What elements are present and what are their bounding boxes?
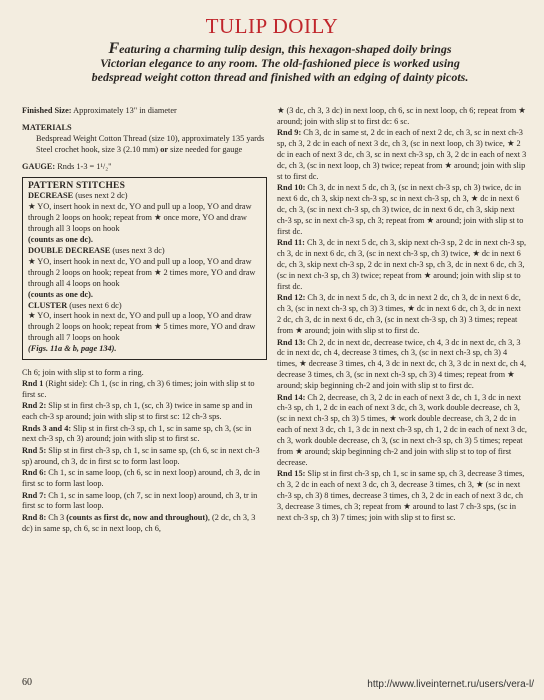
round-label: Rnd 14: [277, 392, 306, 402]
round-label: Rnd 9: [277, 128, 302, 138]
round-text: Slip st in first ch-3 sp, ch 1, sc in same sp, ch 3, decrease 3 times, ch 3, 2 dc in each of next 3 dc, ch 3, decrease 3 times, ch 3, ★ (sc in next ch-3 sp, ch 3) 8 times, decrease 3 times, ch 3, 2 dc in each of next 3 dc, ch 3, decrease 3 times, ch 3; repeat from ★ around to last 7 ch-3 sps, (sc in next ch-3 sp, ch 3) 7 times; join with slip st to first sc. [277, 469, 525, 523]
cluster-title: CLUSTER [28, 300, 68, 310]
decrease-text: ★ YO, insert hook in next dc, YO and pull up a loop, YO and draw through 2 loops on hook; repeat from ★ once more, YO and draw through all 3 loops on hook [28, 202, 252, 234]
rounds-3-4 [22, 424, 267, 446]
double-decrease-title: DOUBLE DECREASE [28, 245, 111, 255]
pattern-stitches-box [22, 177, 267, 361]
finished-size-value: Approximately 13" in diameter [71, 106, 177, 115]
round-text-tail: , (2 dc, ch 3, 3 dc) in same sp, ch 6, sc in next loop, ch 6, [22, 512, 256, 533]
round-text: Slip st in first ch-3 sp, ch 1, sc in same sp, (ch 6, sc in next ch-3 sp) around, ch 3, dc in first sc to form last loop. [22, 445, 260, 466]
watermark-url: http://www.liveinternet.ru/users/vera-l/ [367, 679, 534, 690]
page-number: 60 [22, 677, 32, 688]
materials-thread: Bedspread Weight Cotton Thread (size 10), approximately 135 yards [36, 133, 265, 143]
round-label: Rnd 2: [22, 401, 47, 411]
round-text: Ch 3, dc in next 5 dc, ch 3, skip next ch-3 sp, 2 dc in next ch-3 sp, ch 3, dc in next 6 dc, ch 3, (sc in next ch-3 sp, ch 3) twice, ★ dc in next 6 dc, ch 3, skip next ch-3 sp, 2 dc in next ch-3 sp, ch 3, dc in next 6 dc, ch 3, (sc in next ch-3 sp, ch 3) twice; repeat from ★ around; join with slip st to first dc. [277, 238, 527, 291]
round-text: (Right side): Ch 1, (sc in ring, ch 3) 6 times; join with slip st to first sc. [22, 378, 255, 399]
round-text: Ch 2, dc in next dc, decrease twice, ch 4, 3 dc in next dc, ch 3, 3 dc in next dc, ch 4, decrease 3 times, ch 3, (sc in next ch-3 sp, ch 3) 4 times, ★ decrease 3 times, ch 4, 3 dc in next dc, ch 3, 3 dc in next dc, ch 4, decrease 3 times, ch 3, (sc in next ch-3 sp, ch 3) 4 times; repeat from ★ around; skip beginning ch-2 and join with slip st to first dc. [277, 337, 527, 391]
double-decrease-text: ★ YO, insert hook in next dc, YO and pull up a loop, YO and draw through 2 loops on hook; repeat from ★ 2 times more, YO and draw through all 4 loops on hook [28, 256, 256, 288]
round-2 [22, 401, 267, 423]
cluster-text: ★ YO, insert hook in next dc, YO and pull up a loop, YO and draw through 2 loops on hook; repeat from ★ 5 times more, YO and draw through all 7 loops on hook [28, 311, 256, 343]
round-label: Rnd 8: [22, 512, 47, 522]
round-9 [277, 128, 527, 183]
double-decrease-count: (counts as one dc). [28, 289, 93, 299]
round-label: Rnd 11: [277, 238, 305, 248]
round-13 [277, 338, 527, 393]
round-text: Slip st in first ch-3 sp, ch 1, sc in same sp, ch 3, (sc in next ch-3 sp, ch 3) around; join with slip st to first sc. [22, 423, 252, 444]
decrease-sub: (uses next 2 dc) [73, 191, 128, 201]
round-label: Rnd 6: [22, 468, 47, 478]
left-column [22, 106, 267, 535]
intro-dropcap: F [108, 40, 120, 57]
intro-text [86, 42, 474, 84]
round-12 [277, 293, 527, 337]
round-text: Ch 3, dc in same st, 2 dc in each of next 2 dc, ch 3, sc in next ch-3 sp, ch 3, 2 dc in each of next 3 dc, ch 3, (sc in next loop, ch 3) twice, ★ 2 dc in each of next 3 dc, ch 3, sc in next ch-3 sp, ch 3, 2 dc in each of next 3 dc, ch 3, (sc in next loop, ch 3) twice; repeat from ★ around; join with slip st to first dc. [277, 128, 527, 181]
cluster-figure-ref: (Figs. 11a & b, page 134). [28, 344, 117, 354]
round-5 [22, 446, 267, 468]
decrease-title: DECREASE [28, 191, 74, 201]
gauge-label: GAUGE: [22, 161, 56, 171]
round-8 [22, 513, 267, 535]
round-15 [277, 469, 527, 524]
round-label: Rnd 7: [22, 490, 47, 500]
round-text: Ch 1, sc in same loop, (ch 6, sc in next loop) around, ch 3, dc in first sc to form last loop. [22, 468, 261, 489]
round-1 [22, 379, 267, 401]
round-text: Ch 2, decrease, ch 3, 2 dc in each of next 3 dc, ch 1, 3 dc in next ch-3 sp, ch 1, 2 dc in each of next 3 dc, ch 3, work double decrease, ch 3, (sc in next ch-3 sp, ch 3) 5 times, ★ work double decrease, ch 3, 2 dc in each of next 3 dc, ch 1, 3 dc in next ch-3 sp, ch 1, 2 dc in each of next 3 dc, ch 3, work double decrease, ch 3, (sc in next ch-3 sp, ch 3) 5 times; repeat from ★ around; skip beginning ch-2 and join with slip st to top of first decrease. [277, 392, 527, 467]
intro-body: eaturing a charming tulip design, this hexagon-shaped doily brings Victorian elegance to any room. The old-fashioned piece is worked using bedspread weight cotton thread and finished with an edging of dainty picots. [91, 42, 469, 84]
round-label: Rnd 5: [22, 445, 47, 455]
gauge [22, 162, 267, 173]
round-text: Ch 3, dc in next 5 dc, ch 3, dc in next 2 dc, ch 3, dc in next 6 dc, ch 3, (sc in next ch-3 sp, ch 3) 3 times, ★ dc in next 6 dc, ch 3, dc in next 2 dc, ch 3, dc in next 6 dc, ch 3, (sc in next ch-3 sp, ch 3) 3 times; repeat from ★ around; join with slip st to first dc. [277, 293, 521, 336]
finished-size-label: Finished Size: [22, 106, 72, 115]
cluster-sub: (uses next 6 dc) [67, 300, 122, 310]
round-7 [22, 491, 267, 513]
decrease-count: (counts as one dc). [28, 235, 93, 245]
round-text: Slip st in first ch-3 sp, ch 1, (sc, ch 3) twice in same sp and in each ch-3 sp around; join with slip st to first sc: 12 ch-3 sps. [22, 401, 253, 422]
round-text-bold: (counts as first dc, now and throughout) [66, 512, 208, 522]
double-decrease-heading [28, 246, 261, 257]
materials-hook [22, 145, 267, 156]
round-label: Rnd 13: [277, 337, 306, 347]
materials-hook-text: Steel crochet hook, size 3 (2.10 mm) [36, 144, 161, 154]
right-column [277, 106, 527, 524]
round-14 [277, 393, 527, 469]
materials-heading: MATERIALS [22, 122, 72, 132]
round-label: Rnd 1 [22, 378, 44, 388]
gauge-value: Rnds 1-3 = 1¹/₂" [55, 161, 112, 171]
start-instruction: Ch 6; join with slip st to form a ring. [22, 368, 144, 378]
round-text: Ch 3 [46, 512, 67, 522]
finished-size [22, 106, 267, 117]
round-label: Rnd 12: [277, 293, 306, 303]
round-10 [277, 183, 527, 238]
round-6 [22, 468, 267, 490]
round-11 [277, 238, 527, 293]
pattern-stitches-title: PATTERN STITCHES [28, 180, 126, 191]
round-text: Ch 3, dc in next 5 dc, ch 3, (sc in next ch-3 sp, ch 3) twice, dc in next 6 dc, ch 3, skip next ch-3 sp, sc in next ch-3 sp, ch 3, ★ dc in next 6 dc, ch 3, (sc in next ch-3 sp, ch 3) twice, dc in next 6 dc, ch 3, skip next ch-3 sp, sc in next ch-3 sp, ch 3; repeat from ★ around; join with slip st to first dc. [277, 183, 524, 236]
round-label: Rnds 3 and 4: [22, 423, 72, 433]
double-decrease-sub: (uses next 3 dc) [110, 245, 165, 255]
materials-hook-tail: size needed for gauge [168, 144, 243, 154]
round-label: Rnd 10: [277, 183, 306, 193]
round-label: Rnd 15: [277, 469, 306, 479]
page-title: TULIP DOILY [205, 14, 339, 38]
round-text: Ch 1, sc in same loop, (ch 7, sc in next loop) around, ch 3, tr in first sc to form last loop. [22, 490, 258, 511]
decrease-heading [28, 191, 261, 202]
cluster-heading [28, 301, 261, 312]
materials-hook-or: or [160, 144, 169, 154]
round-8-continued: ★ (3 dc, ch 3, 3 dc) in next loop, ch 6, sc in next loop, ch 6; repeat from ★ around; join with slip st to first dc: 6 sc. [277, 106, 526, 126]
